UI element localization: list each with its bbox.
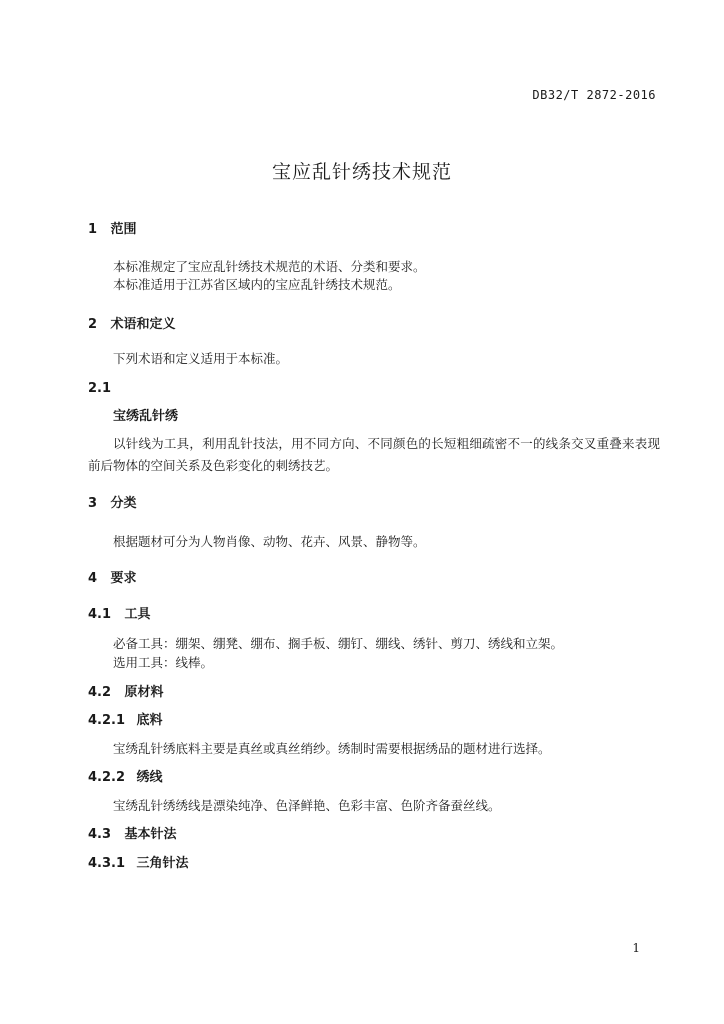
section-3-paragraph-1: 根据题材可分为人物肖像、动物、花卉、风景、静物等。	[113, 534, 426, 549]
section-2-number: 2	[88, 317, 98, 332]
section-4-3-1-number: 4.3.1	[88, 856, 126, 871]
section-4-label: 要求	[110, 571, 137, 586]
section-2-heading	[88, 316, 176, 334]
section-3-number: 3	[88, 496, 98, 511]
section-4-2-heading	[88, 684, 164, 702]
document-title: 宝应乱针绣技术规范	[271, 161, 452, 183]
section-4-heading	[88, 570, 137, 588]
section-4-1-heading	[88, 606, 151, 624]
section-4-3-1-label: 三角针法	[136, 856, 189, 871]
section-3-heading	[88, 495, 137, 513]
section-4-number: 4	[88, 571, 98, 586]
section-4-3-1-heading	[88, 855, 189, 873]
section-2-1-heading	[88, 380, 111, 398]
section-4-1-paragraph-1: 必备工具：绷架、绷凳、绷布、搁手板、绷钉、绷线、绣针、剪刀、绣线和立架。	[113, 636, 564, 651]
section-1-label: 范围	[110, 222, 137, 237]
section-4-2-label: 原材料	[124, 685, 164, 700]
section-4-1-number: 4.1	[88, 607, 112, 622]
term-name: 宝绣乱针绣	[113, 409, 179, 424]
section-1-heading	[88, 221, 137, 239]
section-4-2-number: 4.2	[88, 685, 112, 700]
section-3-label: 分类	[110, 496, 137, 511]
section-1-number: 1	[88, 222, 98, 237]
section-4-3-label: 基本针法	[124, 827, 177, 842]
term-definition: 以针线为工具，利用乱针技法，用不同方向、不同颜色的长短粗细疏密不一的线条交叉重叠来表现前后物体的空间关系及色彩变化的刺绣技艺。	[88, 436, 660, 473]
section-4-2-2-number: 4.2.2	[88, 770, 126, 785]
section-4-2-1-paragraph-1: 宝绣乱针绣底料主要是真丝或真丝绡纱。绣制时需要根据绣品的题材进行选择。	[113, 741, 551, 756]
section-4-3-heading	[88, 826, 177, 844]
page-number: 1	[632, 941, 640, 955]
section-2-1-number: 2.1	[88, 381, 112, 396]
standard-code: DB32/T 2872-2016	[532, 88, 656, 102]
section-1-paragraph-2: 本标准适用于江苏省区域内的宝应乱针绣技术规范。	[113, 277, 401, 292]
section-4-2-2-heading	[88, 769, 163, 787]
section-4-2-1-number: 4.2.1	[88, 713, 126, 728]
section-2-label: 术语和定义	[110, 317, 176, 332]
section-4-2-2-paragraph-1: 宝绣乱针绣绣线是漂染纯净、色泽鲜艳、色彩丰富、色阶齐备蚕丝线。	[113, 798, 501, 813]
section-4-2-1-heading	[88, 712, 163, 730]
section-1-paragraph-1: 本标准规定了宝应乱针绣技术规范的术语、分类和要求。	[113, 259, 426, 274]
section-4-2-1-label: 底料	[136, 713, 163, 728]
section-4-1-paragraph-2: 选用工具：线棒。	[113, 655, 214, 670]
section-4-1-label: 工具	[124, 607, 151, 622]
section-4-2-2-label: 绣线	[136, 770, 163, 785]
section-4-3-number: 4.3	[88, 827, 112, 842]
section-2-paragraph-1: 下列术语和定义适用于本标准。	[113, 351, 289, 366]
